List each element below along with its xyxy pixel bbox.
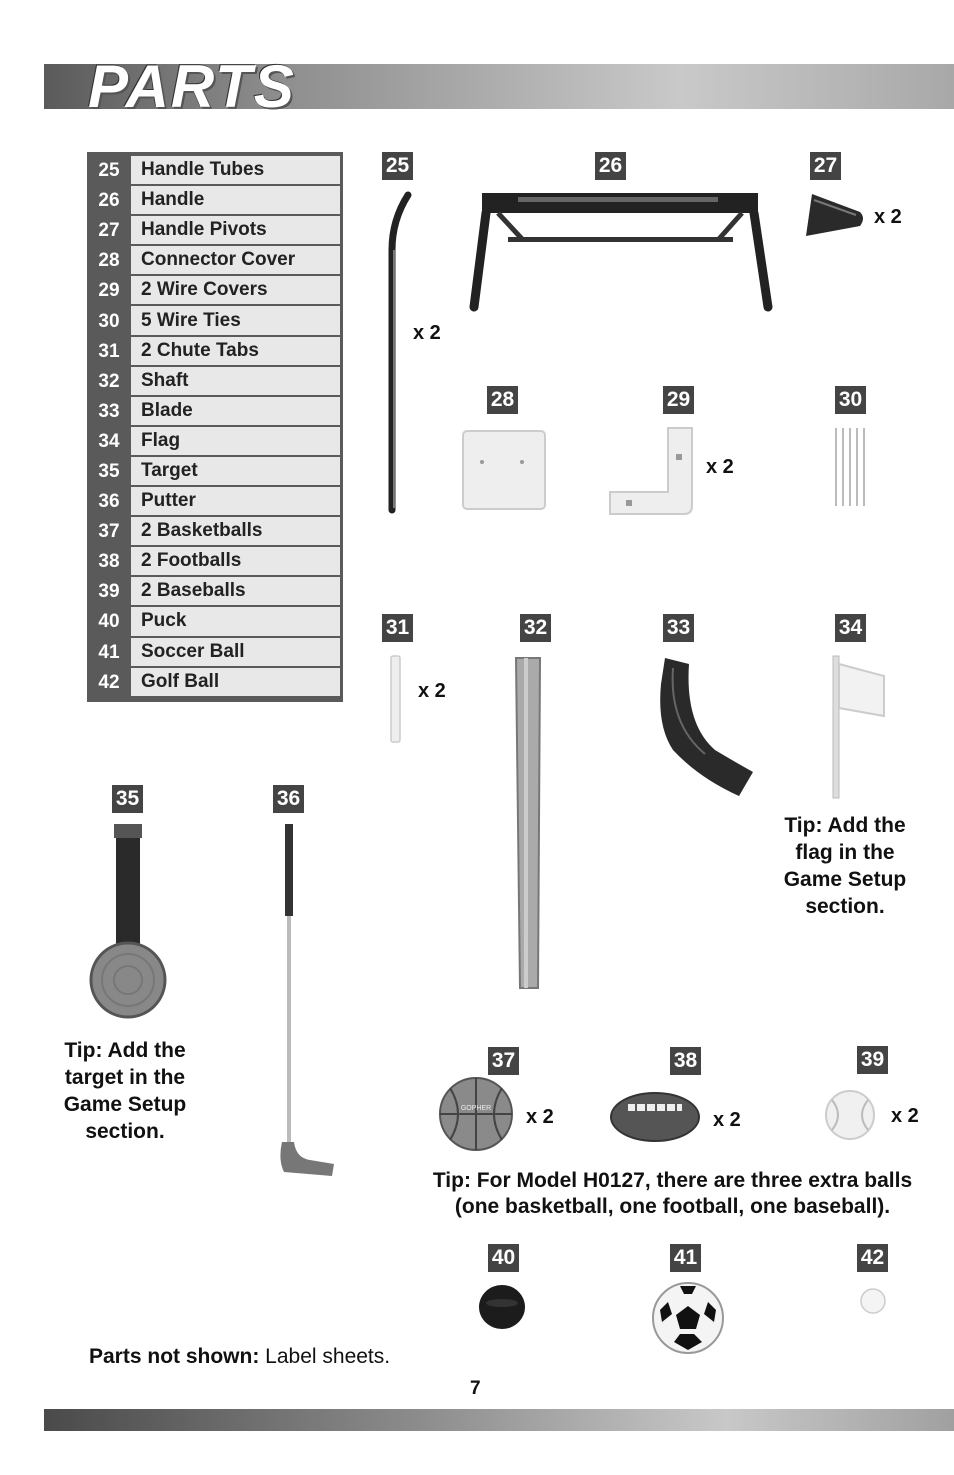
- table-row: [87, 216, 340, 246]
- target-tip: [44, 1037, 206, 1145]
- table-row: [87, 337, 340, 367]
- part-badge-29: 29: [663, 386, 694, 414]
- part-badge-32: 32: [520, 614, 551, 642]
- wire-cover-illustration: [606, 424, 698, 518]
- table-row: [87, 577, 340, 607]
- chute-tab-illustration: [386, 652, 406, 746]
- part-badge-26: 26: [595, 152, 626, 180]
- tip-line: Tip: Add the: [64, 1039, 186, 1062]
- table-row: [87, 246, 340, 276]
- putter-illustration: [270, 820, 340, 1180]
- table-row: [87, 668, 340, 698]
- quantity-label: x 2: [874, 206, 902, 228]
- part-name: 2 Footballs: [131, 547, 340, 575]
- part-number: 26: [98, 190, 120, 212]
- part-badge-36: 36: [273, 785, 304, 813]
- part-badge-37: 37: [488, 1047, 519, 1075]
- ball-logo: GOPHER: [460, 1105, 492, 1112]
- quantity-label: x 2: [413, 322, 441, 344]
- part-name: Soccer Ball: [131, 638, 340, 666]
- tip-line: section.: [805, 895, 885, 918]
- part-name: 2 Chute Tabs: [131, 337, 340, 365]
- tip-line: flag in the: [795, 841, 895, 864]
- quantity-label: x 2: [713, 1109, 741, 1131]
- tip-line: Tip: Add the: [784, 814, 906, 837]
- part-badge-31: 31: [382, 614, 413, 642]
- golf-ball-illustration: [858, 1286, 888, 1316]
- not-shown-label: Parts not shown:: [89, 1345, 260, 1368]
- part-number: 39: [98, 581, 120, 603]
- quantity-label: x 2: [891, 1105, 919, 1127]
- table-row: [87, 517, 340, 547]
- part-number: 29: [98, 280, 120, 302]
- table-row: [87, 276, 340, 306]
- tip-line: section.: [85, 1120, 165, 1143]
- part-name: Blade: [131, 397, 340, 425]
- table-row: [87, 457, 340, 487]
- part-badge-25: 25: [382, 152, 413, 180]
- part-badge-33: 33: [663, 614, 694, 642]
- tip-line: (one basketball, one football, one baseball).: [454, 1195, 891, 1218]
- table-row: [87, 186, 340, 216]
- part-name: Handle Tubes: [131, 156, 340, 184]
- part-name: Connector Cover: [131, 246, 340, 274]
- part-number: 25: [98, 160, 120, 182]
- part-number: 34: [98, 430, 120, 452]
- flag-illustration: [826, 652, 892, 802]
- part-name: Shaft: [131, 367, 340, 395]
- part-number: 40: [98, 611, 120, 633]
- not-shown-value: Label sheets.: [259, 1345, 391, 1368]
- part-name: Handle Pivots: [131, 216, 340, 244]
- part-number: 41: [98, 641, 120, 663]
- table-row: [87, 607, 340, 637]
- baseball-illustration: [822, 1088, 878, 1142]
- basketball-illustration: [436, 1074, 516, 1154]
- part-badge-28: 28: [487, 386, 518, 414]
- part-badge-39: 39: [857, 1046, 888, 1074]
- part-number: 42: [98, 671, 120, 693]
- quantity-label: x 2: [526, 1106, 554, 1128]
- handle-pivot-illustration: [800, 188, 870, 240]
- puck-illustration: [476, 1282, 528, 1332]
- tip-line: Tip: For Model H0127, there are three extra balls: [432, 1169, 913, 1192]
- part-number: 36: [98, 491, 120, 513]
- target-illustration: [88, 820, 168, 1026]
- part-number: 33: [98, 400, 120, 422]
- part-badge-41: 41: [670, 1244, 701, 1272]
- soccer-ball-illustration: [650, 1280, 726, 1356]
- table-row: [87, 367, 340, 397]
- shaft-illustration: [508, 652, 548, 994]
- tip-line: Game Setup: [63, 1093, 187, 1116]
- part-number: 35: [98, 460, 120, 482]
- part-name: Puck: [131, 607, 340, 635]
- table-row: [87, 638, 340, 668]
- part-badge-38: 38: [670, 1047, 701, 1075]
- part-number: 27: [98, 220, 120, 242]
- part-name: 2 Wire Covers: [131, 276, 340, 304]
- part-number: 37: [98, 521, 120, 543]
- model-tip: [420, 1168, 925, 1220]
- handle-tube-illustration: [380, 190, 420, 515]
- part-name: Target: [131, 457, 340, 485]
- page-number: 7: [470, 1378, 481, 1399]
- part-name: 5 Wire Ties: [131, 306, 340, 334]
- part-badge-34: 34: [835, 614, 866, 642]
- table-row: [87, 397, 340, 427]
- part-number: 28: [98, 250, 120, 272]
- part-badge-42: 42: [857, 1244, 888, 1272]
- tip-line: Game Setup: [783, 868, 907, 891]
- footer-bar: [44, 1409, 954, 1431]
- blade-illustration: [655, 654, 760, 800]
- table-row: [87, 156, 340, 186]
- table-row: [87, 306, 340, 336]
- handle-illustration: [468, 185, 778, 315]
- football-illustration: [608, 1090, 702, 1144]
- parts-not-shown: [89, 1345, 390, 1369]
- part-name: 2 Baseballs: [131, 577, 340, 605]
- quantity-label: x 2: [706, 456, 734, 478]
- part-name: Putter: [131, 487, 340, 515]
- part-name: 2 Basketballs: [131, 517, 340, 545]
- part-badge-30: 30: [835, 386, 866, 414]
- table-row: [87, 547, 340, 577]
- flag-tip: [760, 812, 930, 920]
- connector-cover-illustration: [460, 428, 548, 512]
- part-name: Handle: [131, 186, 340, 214]
- part-number: 32: [98, 370, 120, 392]
- table-row: [87, 487, 340, 517]
- part-badge-40: 40: [488, 1244, 519, 1272]
- part-badge-27: 27: [810, 152, 841, 180]
- quantity-label: x 2: [418, 680, 446, 702]
- parts-table: [87, 152, 343, 702]
- part-badge-35: 35: [112, 785, 143, 813]
- part-name: Golf Ball: [131, 668, 340, 696]
- part-number: 38: [98, 551, 120, 573]
- part-name: Flag: [131, 427, 340, 455]
- table-row: [87, 427, 340, 457]
- wire-ties-illustration: [828, 424, 872, 510]
- part-number: 31: [98, 340, 120, 362]
- page-title: PARTS: [88, 53, 296, 120]
- tip-line: target in the: [64, 1066, 186, 1089]
- part-number: 30: [98, 310, 120, 332]
